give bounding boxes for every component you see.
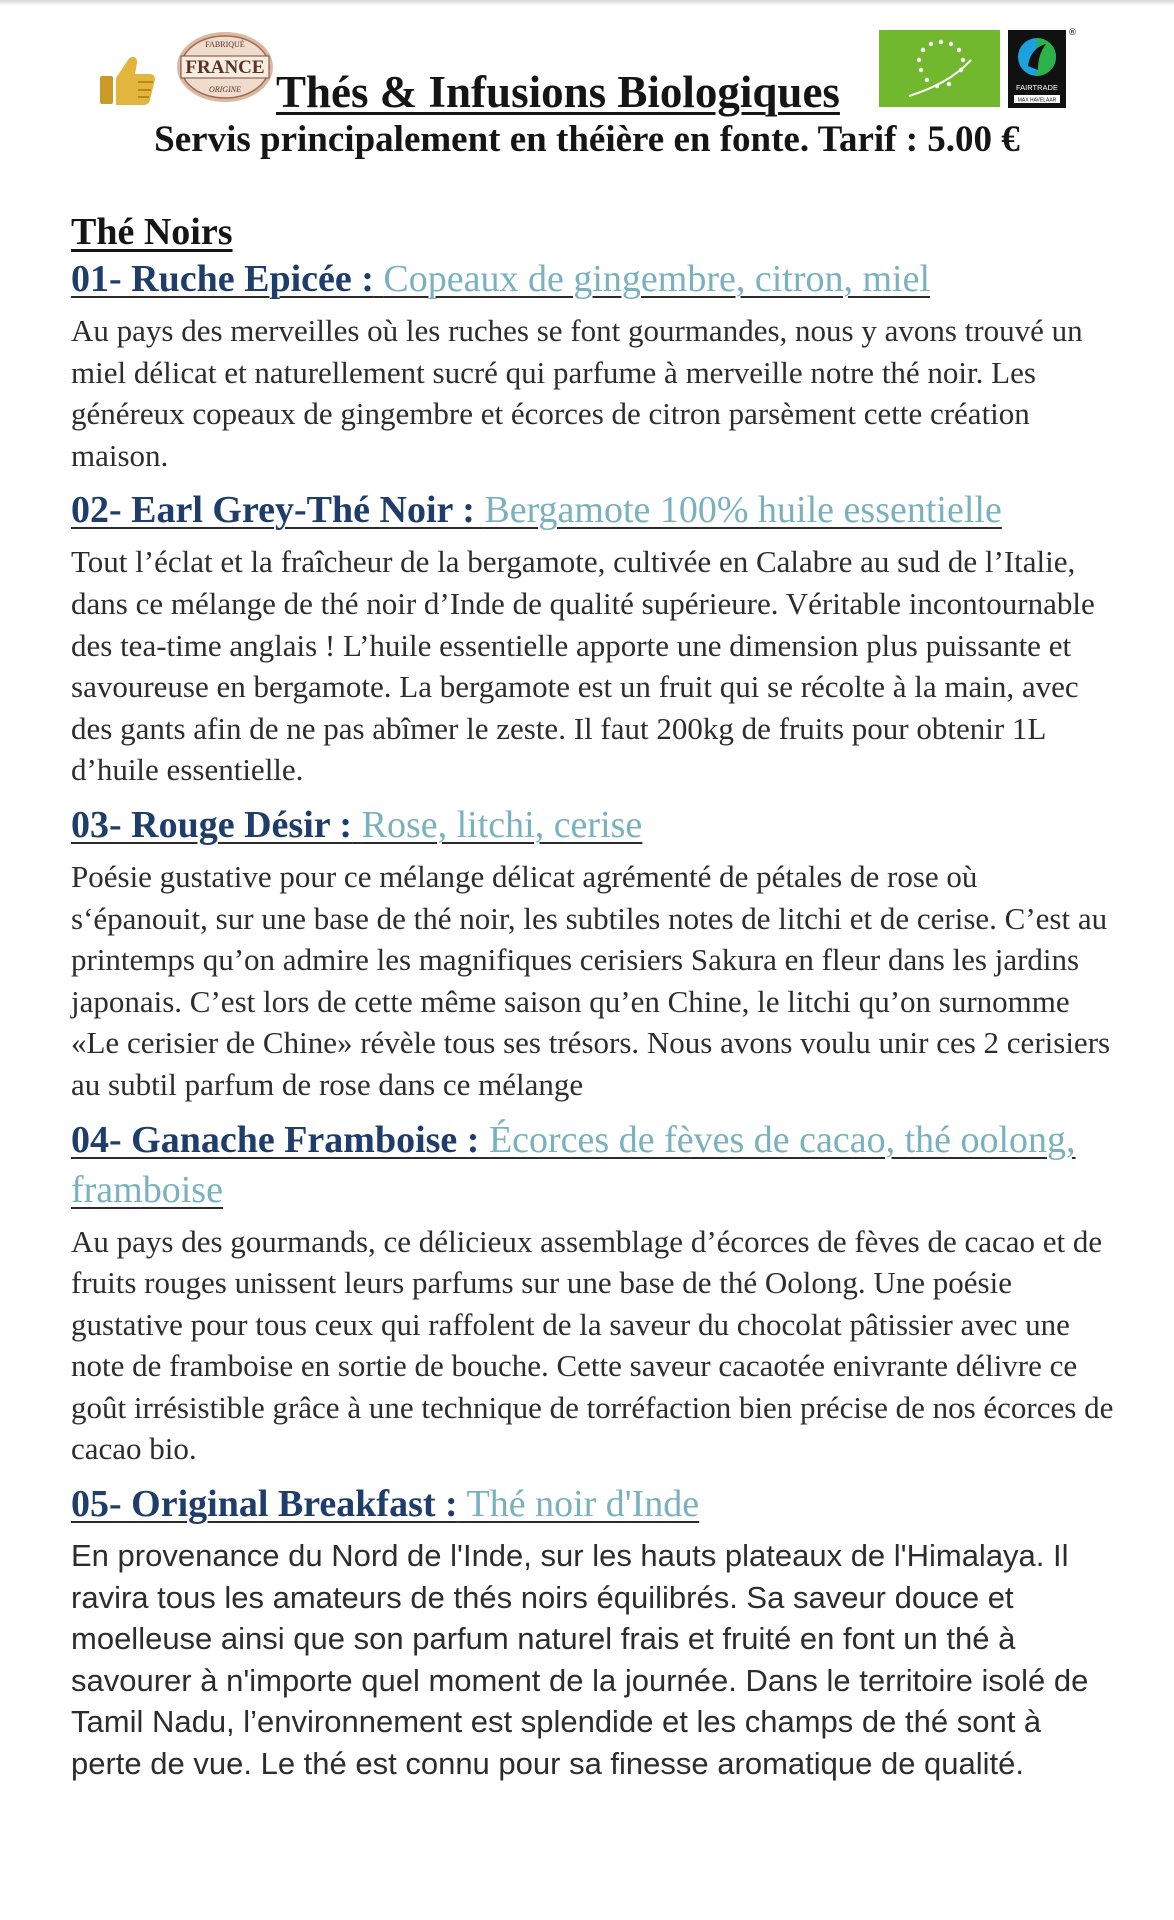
tea-description: Tout l’éclat et la fraîcheur de la bergamote, cultivée en Calabre au sud de l’Italie, dans ce mélange de thé noir d’Inde de qualité supérieure. Véritable incontournable des tea-time anglais ! L’huile essentielle apporte une dimension plus puissante et savoureuse en bergamote. La bergamote est un fruit qui se récolte à la main, avec des gants afin de ne pas abîmer le zeste. Il faut 200kg de fruits pour obtenir 1L d’huile essentielle. [71, 544, 1095, 788]
tea-name: 05- Original Breakfast : [71, 1483, 458, 1526]
tea-description: Poésie gustative pour ce mélange délicat agrémenté de pétales de rose où s‘épanouit, sur une base de thé noir, les subtiles notes de litchi et de cerise. C’est au printemps qu’on admire les magnifiques cerisiers Sakura en fleur dans les jardins japonais. C’est lors de cette même saison qu’en Chine, le litchi qu’on surnomme «Le cerisier de Chine» révèle tous ses trésors. Nous avons voulu unir ces 2 cerisiers au subtil parfum de rose dans ce mélange [71, 858, 1111, 1102]
tea-description: Au pays des gourmands, ce délicieux assemblage d’écorces de fèves de cacao et de fruits rouges unissent leurs parfums sur une base de thé Oolong. Une poésie gustative pour tous ceux qui raffolent de la saveur du chocolat pâtissier avec une note de framboise en sortie de bouche. Cette saveur cacaotée enivrante délivre ce goût irrésistible grâce à une technique de torréfaction bien précise de nos écorces de cacao bio. [71, 1223, 1114, 1467]
tea-item [71, 254, 1116, 476]
tea-name: 02- Earl Grey-Thé Noir : [71, 489, 475, 532]
tea-ingredients: Copeaux de gingembre, citron, miel [383, 258, 931, 300]
registered-mark: ® [1068, 28, 1077, 38]
tea-item [71, 485, 1116, 791]
tea-heading [71, 485, 1116, 535]
page-title: Thés & Infusions Biologiques [276, 67, 840, 117]
tea-name: 01- Ruche Epicée : [71, 258, 374, 300]
france-seal-icon [175, 30, 275, 104]
france-seal-small-top: FABRIQUÉ [205, 40, 245, 49]
tea-item [71, 1115, 1116, 1471]
fairtrade-icon [1008, 30, 1066, 108]
tea-heading [71, 800, 1116, 850]
page-header [0, 0, 1174, 175]
fairtrade-sublabel: MAX HAVELAAR [1017, 97, 1057, 104]
tea-item [71, 1479, 1116, 1785]
tea-name: 03- Rouge Désir : [71, 803, 353, 846]
page-subtitle: Servis principalement en théière en fonte. Tarif : 5.00 € [154, 119, 1020, 160]
tea-heading [71, 254, 1116, 304]
tea-ingredients: Thé noir d'Inde [466, 1483, 700, 1526]
tea-description: Au pays des merveilles où les ruches se font gourmandes, nous y avons trouvé un miel délicat et naturellement sucré qui parfume à merveille notre thé noir. Les généreux copeaux de gingembre et écorces de citron parsèment cette création maison. [71, 313, 1083, 473]
fairtrade-label: FAIRTRADE [1016, 83, 1058, 92]
section-title: Thé Noirs [71, 211, 233, 253]
tea-ingredients: Bergamote 100% huile essentielle [484, 489, 1002, 532]
tea-ingredients: Rose, litchi, cerise [361, 803, 643, 846]
tea-heading [71, 1479, 1116, 1529]
france-seal-text: FRANCE [185, 57, 265, 78]
tea-ingredients: Écorces de fèves de cacao, thé oolong, framboise [71, 1118, 1076, 1211]
tea-name: 04- Ganache Framboise : [71, 1118, 480, 1161]
france-seal-small-bottom: ORIGINE [209, 85, 241, 94]
thumbs-up-icon [98, 52, 156, 108]
tea-item [71, 800, 1116, 1106]
tea-menu [71, 210, 1116, 1794]
tea-heading [71, 1115, 1116, 1215]
eu-organic-leaf-icon [879, 30, 1000, 107]
tea-description: En provenance du Nord de l'Inde, sur les hauts plateaux de l'Himalaya. Il ravira tous les amateurs de thés noirs équilibrés. Sa saveur douce et moelleuse ainsi que son parfum naturel frais et fruité en font un thé à savourer à n'importe quel moment de la journée. Dans le territoire isolé de Tamil Nadu, l’environnement est splendide et les champs de thé sont à perte de vue. Le thé est connu pour sa finesse aromatique de qualité. [71, 1538, 1089, 1782]
